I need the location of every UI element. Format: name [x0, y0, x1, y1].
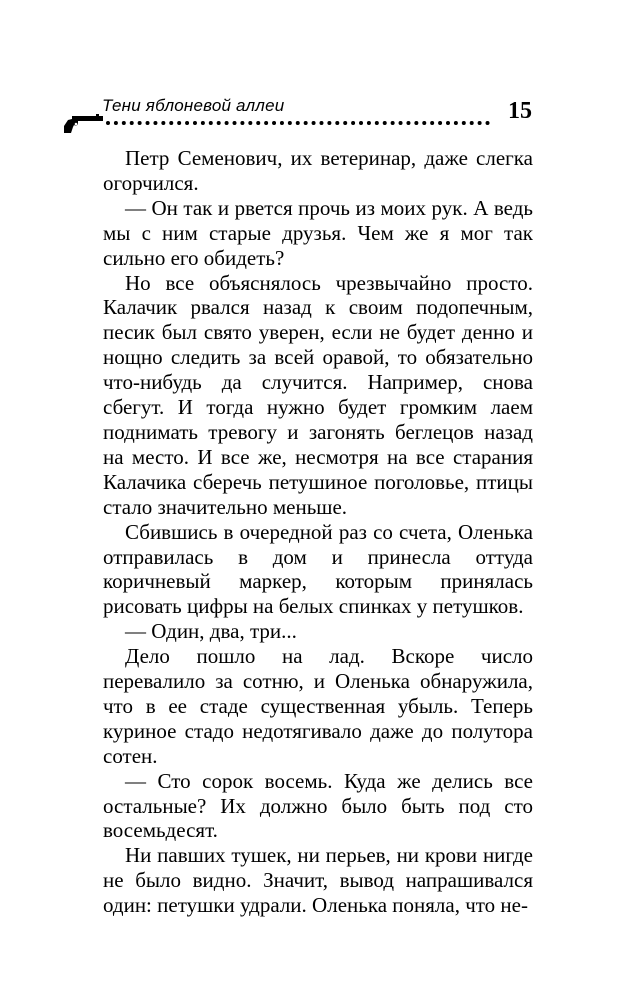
running-title: Тени яблоневой аллеи [102, 96, 285, 115]
paragraph: — Он так и рвется прочь из моих рук. А ведь мы с ним старые друзья. Чем же я мог так сильно его обидеть? [103, 195, 533, 270]
running-header [62, 96, 532, 136]
body-text [103, 146, 533, 918]
paragraph: Дело пошло на лад. Вскоре число перевалило за сотню, и Оленька обнаружила, что в ее стаде существенная убыль. Теперь куриное стадо недотягивало даже до полутора сотен. [103, 644, 533, 768]
dotted-leader [106, 121, 490, 125]
revolver-icon [62, 112, 104, 134]
paragraph: — Один, два, три... [125, 619, 297, 644]
paragraph: Но все объяснялось чрезвычайно просто. Калачик рвался назад к своим подопечным, песик был свято уверен, если не будет денно и нощно следить за всей оравой, то обязательно что-нибудь да случится. Например, снова сбегут. И тогда нужно будет громким лаем поднимать тревогу и загонять беглецов назад на место. И все же, несмотря на все старания Калачика сберечь петушиное поголовье, птицы стало значительно меньше. [103, 270, 533, 519]
paragraph: Петр Семенович, их ветеринар, даже слегка огорчился. [103, 146, 533, 195]
page-number: 15 [508, 98, 532, 124]
paragraph: — Сто сорок восемь. Куда же делись все остальные? Их должно было быть под сто восемьдесят. [103, 768, 533, 843]
paragraph: Сбившись в очередной раз со счета, Оленька отправилась в дом и принесла оттуда коричневый маркер, которым принялась рисовать цифры на белых спинках у петушков. [103, 519, 533, 619]
paragraph: Ни павших тушек, ни перьев, ни крови нигде не было видно. Значит, вывод напрашивался один: петушки удрали. Оленька поняла, что не- [103, 843, 533, 918]
